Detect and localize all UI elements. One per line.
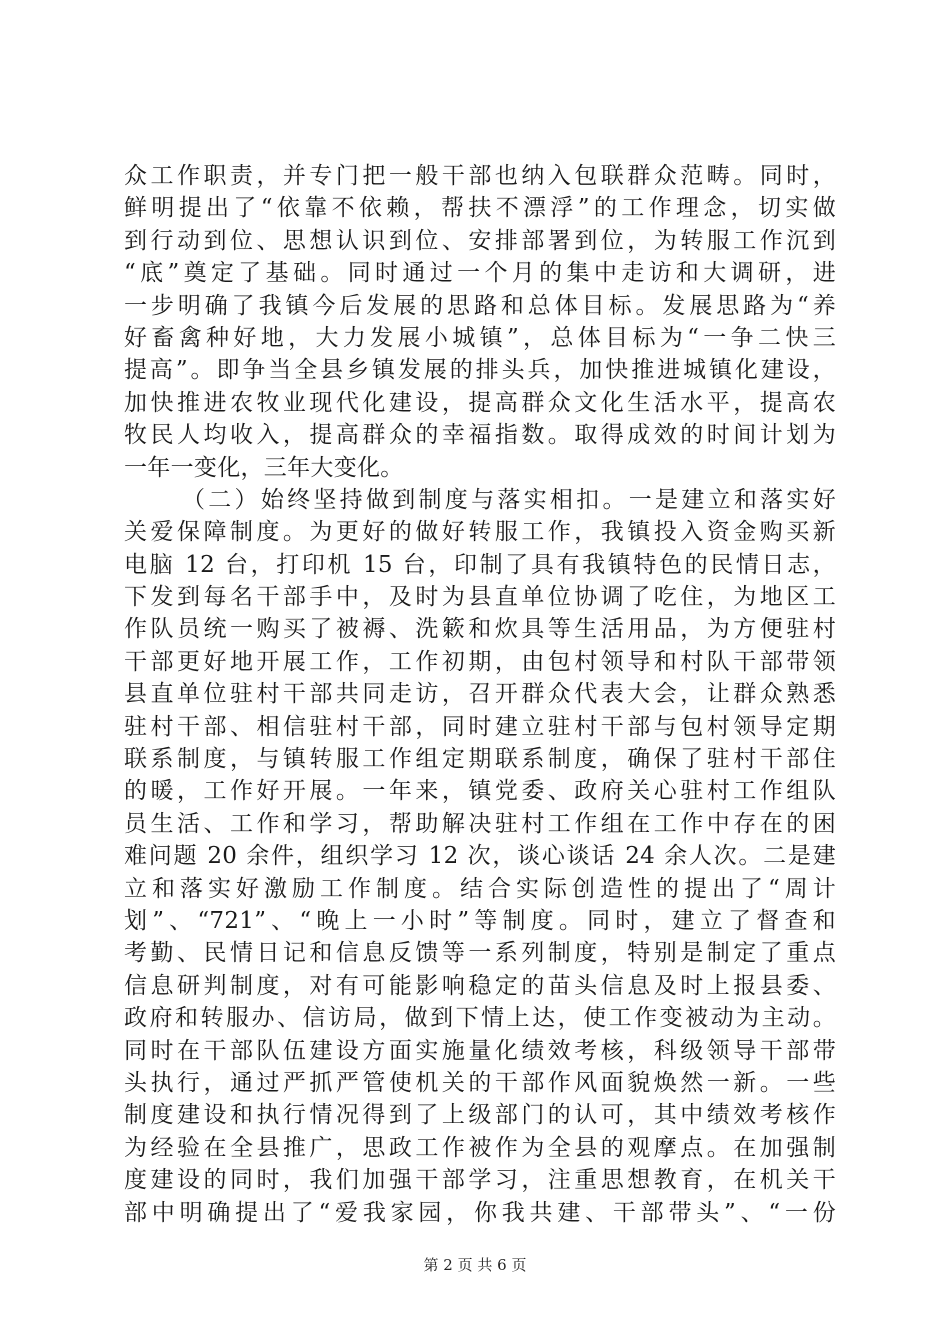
- text-line: 电脑 12 台，打印机 15 台，印制了具有我镇特色的民情日志，: [124, 551, 836, 578]
- text-line: “底”奠定了基础。同时通过一个月的集中走访和大调研，进: [124, 260, 836, 287]
- text-line: 到行动到位、思想认识到位、安排部署到位，为转服工作沉到: [124, 227, 836, 254]
- text-line: 的暖，工作好开展。一年来，镇党委、政府关心驻村工作组队: [124, 778, 836, 805]
- text-line: 头执行，通过严抓严管使机关的干部作风面貌焕然一新。一些: [124, 1069, 836, 1096]
- text-line: 度建设的同时，我们加强干部学习，注重思想教育，在机关干: [124, 1167, 836, 1194]
- text-line: 为经验在全县推广，思政工作被作为全县的观摩点。在加强制: [124, 1134, 836, 1161]
- page-number-footer: 第 2 页 共 6 页: [423, 1256, 527, 1274]
- text-line: 提高”。即争当全县乡镇发展的排头兵，加快推进城镇化建设，: [124, 357, 836, 384]
- text-line: 加快推进农牧业现代化建设，提高群众文化生活水平，提高农: [124, 389, 836, 416]
- text-line: 员生活、工作和学习，帮助解决驻村工作组在工作中存在的困: [124, 810, 836, 837]
- text-line: 作队员统一购买了被褥、洗簌和炊具等生活用品，为方便驻村: [124, 616, 836, 643]
- text-line: 立和落实好激励工作制度。结合实际创造性的提出了“周计: [124, 875, 836, 902]
- text-line: 联系制度，与镇转服工作组定期联系制度，确保了驻村干部住: [124, 746, 836, 773]
- text-line: 鲜明提出了“依靠不依赖，帮扶不漂浮”的工作理念，切实做: [124, 195, 836, 222]
- text-line: 驻村干部、相信驻村干部，同时建立驻村干部与包村领导定期: [124, 713, 836, 740]
- text-line: 县直单位驻村干部共同走访，召开群众代表大会，让群众熟悉: [124, 681, 836, 708]
- document-body: [124, 160, 836, 1229]
- text-line: 政府和转服办、信访局，做到下情上达，使工作变被动为主动。: [124, 1005, 836, 1032]
- text-line: 一步明确了我镇今后发展的思路和总体目标。发展思路为“养: [124, 292, 836, 319]
- text-line: 牧民人均收入，提高群众的幸福指数。取得成效的时间计划为: [124, 422, 836, 449]
- text-line: 众工作职责，并专门把一般干部也纳入包联群众范畴。同时，: [124, 163, 836, 189]
- text-line: 好畜禽种好地，大力发展小城镇”，总体目标为“一争二快三: [124, 324, 836, 351]
- text-line: 部中明确提出了“爱我家园，你我共建、干部带头”、“一份: [124, 1199, 836, 1226]
- text-line: 干部更好地开展工作，工作初期，由包村领导和村队干部带领: [124, 648, 836, 675]
- text-line: 关爱保障制度。为更好的做好转服工作，我镇投入资金购买新: [124, 519, 836, 546]
- text-line: 信息研判制度，对有可能影响稳定的苗头信息及时上报县委、: [124, 972, 836, 999]
- text-line: 难问题 20 余件，组织学习 12 次，谈心谈话 24 余人次。二是建: [124, 843, 836, 870]
- text-line: 下发到每名干部手中，及时为县直单位协调了吃住，为地区工: [124, 584, 836, 611]
- text-line: 划”、“721”、“晚上一小时”等制度。同时，建立了督查和: [124, 907, 836, 934]
- section-heading-line: （二）始终坚持做到制度与落实相扣。一是建立和落实好: [182, 486, 836, 513]
- text-line: 考勤、民情日记和信息反馈等一系列制度，特别是制定了重点: [124, 940, 836, 967]
- text-line: 同时在干部队伍建设方面实施量化绩效考核，科级领导干部带: [124, 1037, 836, 1064]
- text-line: 制度建设和执行情况得到了上级部门的认可，其中绩效考核作: [124, 1102, 836, 1129]
- paragraph-end-line: 一年一变化，三年大变化。: [124, 454, 404, 481]
